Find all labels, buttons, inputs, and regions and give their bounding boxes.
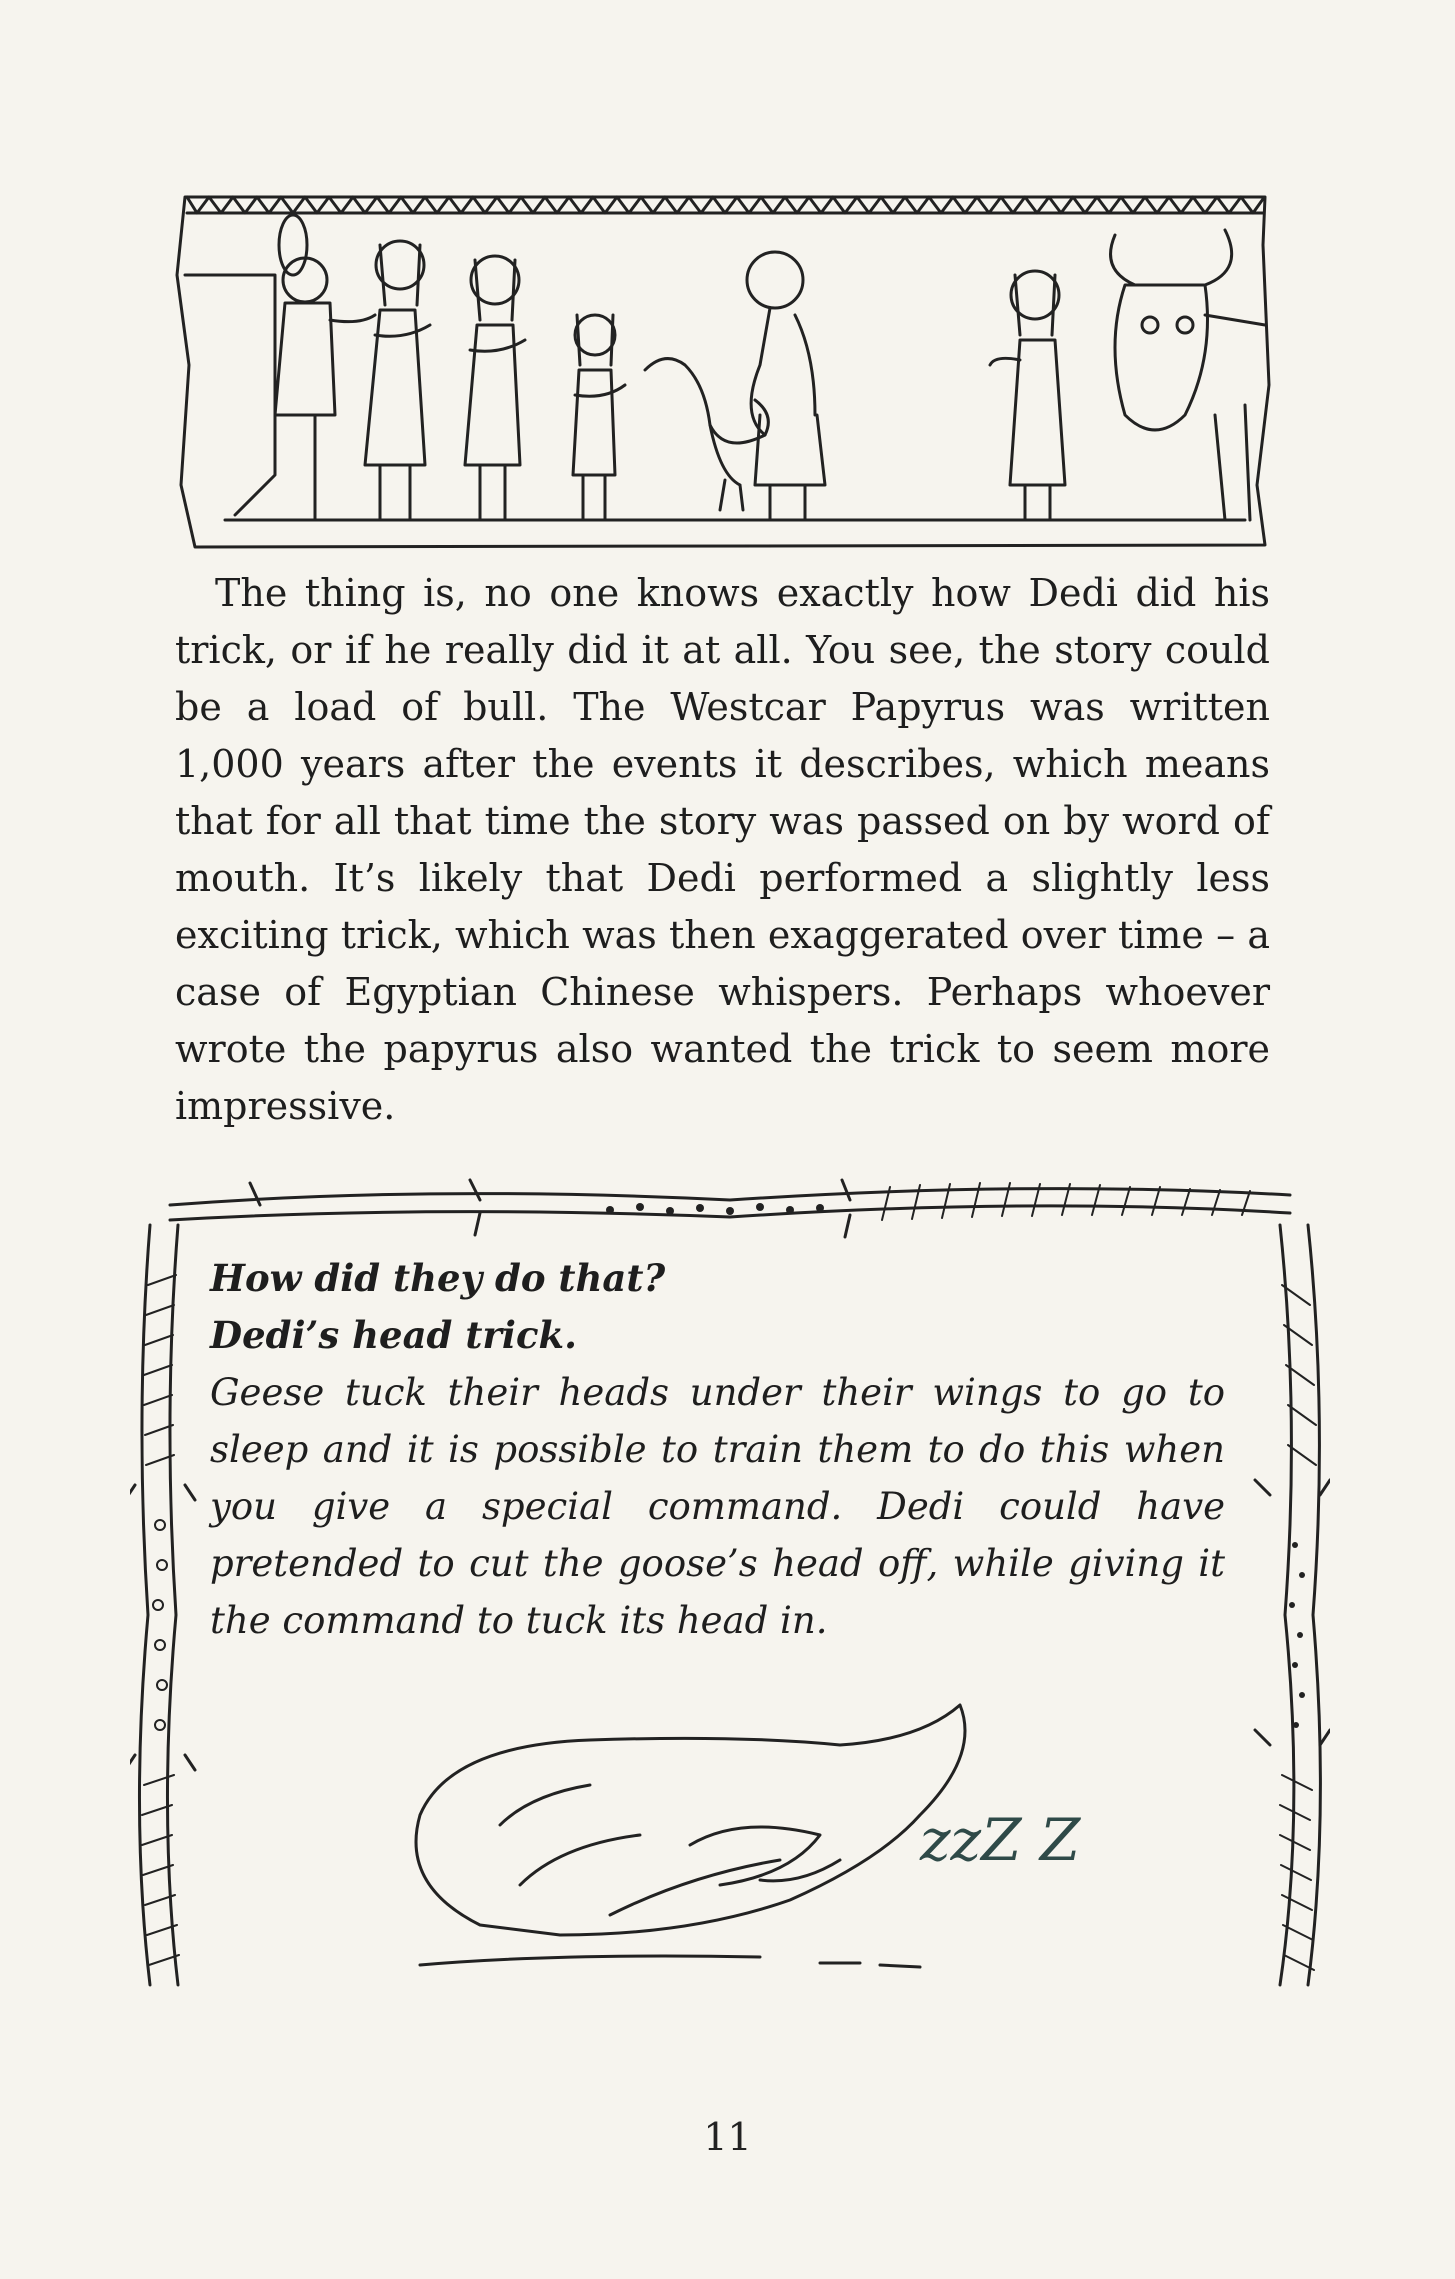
box-text — [210, 1250, 1225, 1649]
box-body: Geese tuck their heads under their wings to go to sleep and it is possible to train them to do this when you give a special command. Dedi could have pretended to cut the goose’s head off, while giving it the command to tuck its head in. — [210, 1371, 1225, 1642]
how-did-they-do-that-box — [130, 1165, 1330, 2015]
main-text-block — [175, 565, 1270, 1135]
body-paragraph: The thing is, no one knows exactly how Dedi did his trick, or if he really did it at all. You see, the story could be a load of bull. The Westcar Papyrus was written 1,000 years after the events it describes, which means that for all that time the story was passed on by word of mouth. It’s likely that Dedi performed a slightly less exciting trick, which was then exaggerated over time – a case of Egyptian Chinese whispers. Perhaps whoever wrote the papyrus also wanted the trick to seem more impressive. — [175, 571, 1270, 1128]
box-heading-line2: Dedi’s head trick. — [210, 1313, 578, 1357]
page-number: 11 — [703, 2115, 752, 2159]
goose-sleep-letters: zzZ Z — [920, 1806, 1081, 1874]
box-heading-line1: How did they do that? — [210, 1256, 666, 1300]
egyptian-scene-illustration — [165, 185, 1285, 555]
sleeping-goose-illustration — [360, 1685, 1140, 1985]
